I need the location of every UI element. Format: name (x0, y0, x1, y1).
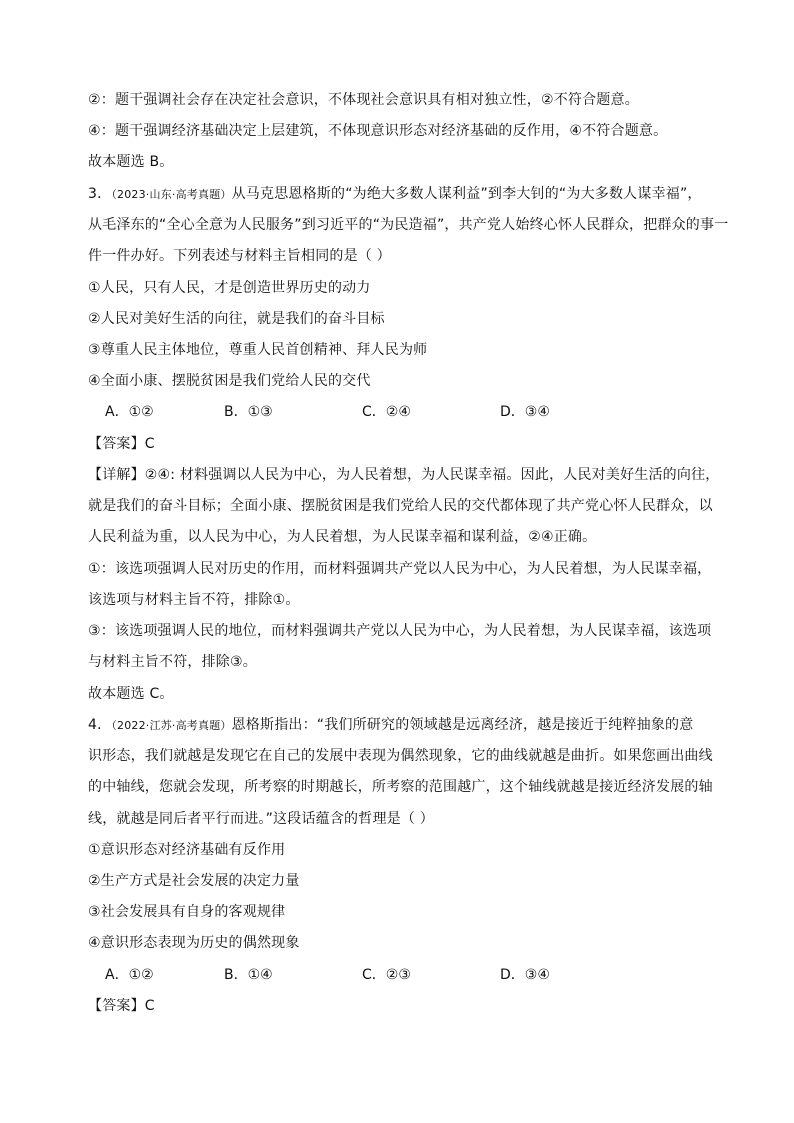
q3-stem-line-3: 件一件办好。下列表述与材料主旨相同的是（ ） (88, 248, 391, 264)
q3-detail-line-4: ①：该选项强调人民对历史的作用，而材料强调共产党以人民为中心，为人民着想，为人民谋幸福， (88, 561, 712, 577)
q4-option-d: D．③④ (500, 967, 550, 983)
q3-detail-line-1: 【详解】②④: 材料强调以人民为中心，为人民着想，为人民谋幸福。因此，人民对美好生活的向往， (88, 467, 720, 483)
q3-stem-text-1: 从马克思恩格斯的“为绝大多数人谋利益”到李大钊的“为大多数人谋幸福”， (231, 186, 702, 202)
q3-source: （2023·山东·高考真题） (111, 188, 232, 201)
q3-statement-2: ②人民对美好生活的向往，就是我们的奋斗目标 (88, 311, 385, 327)
q3-number: 3． (88, 186, 112, 202)
q4-stem-text-1: 恩格斯指出：“我们所研究的领域越是远离经济，越是接近于纯粹抽象的意 (231, 717, 694, 733)
q4-stem-line-4: 线，就越是同后者平行而进。”这段话蕴含的哲理是（ ） (88, 811, 434, 827)
q4-source: （2022·江苏·高考真题） (111, 719, 232, 732)
q4-option-b: B．①④ (224, 967, 273, 983)
q4-statement-3: ③社会发展具有自身的客观规律 (88, 904, 286, 920)
q3-detail-line-7: 与材料主旨不符，排除③。 (88, 654, 257, 670)
q3-answer: 【答案】C (88, 436, 155, 452)
q4-option-a: A．①② (105, 967, 154, 983)
q4-answer: 【答案】C (88, 998, 155, 1014)
q4-statement-2: ②生产方式是社会发展的决定力量 (88, 873, 300, 889)
q4-number: 4． (88, 717, 112, 733)
q3-stem-line-1 (88, 184, 718, 205)
q3-statement-4: ④全面小康、摆脱贫困是我们党给人民的交代 (88, 373, 371, 389)
q3-detail-line-2: 就是我们的奋斗目标；全面小康、摆脱贫困是我们党给人民的交代都体现了共产党心怀人民群众，以 (88, 498, 713, 514)
q4-stem-line-2: 识形态，我们就越是发现它在自己的发展中表现为偶然现象，它的曲线就越是曲折。如果您画出曲线 (88, 748, 713, 764)
q3-option-d: D．③④ (500, 404, 550, 420)
q4-stem-line-3: 的中轴线，您就会发现，所考察的时期越长，所考察的范围越广，这个轴线就越是接近经济发展的轴 (88, 779, 713, 795)
q3-detail-line-6: ③：该选项强调人民的地位，而材料强调共产党以人民为中心，为人民着想，为人民谋幸福，该选项 (88, 623, 712, 639)
q3-detail-line-3: 人民利益为重，以人民为中心，为人民着想，为人民谋幸福和谋利益，②④正确。 (88, 529, 597, 545)
conclusion-line: 故本题选 B。 (88, 154, 174, 170)
q3-statement-3: ③尊重人民主体地位，尊重人民首创精神、拜人民为师 (88, 342, 428, 358)
q3-statement-1: ①人民，只有人民，才是创造世界历史的动力 (88, 280, 371, 296)
analysis-line-4: ④：题干强调经济基础决定上层建筑，不体现意识形态对经济基础的反作用，④不符合题意。 (88, 123, 668, 139)
q3-options (105, 402, 705, 422)
q3-stem-line-2: 从毛泽东的“全心全意为人民服务”到习近平的“为民造福”，共产党人始终心怀人民群众，把群众的事一 (88, 217, 729, 233)
analysis-line-2: ②：题干强调社会存在决定社会意识，不体现社会意识具有相对独立性，②不符合题意。 (88, 92, 639, 108)
q3-conclusion: 故本题选 C。 (88, 686, 174, 702)
q3-option-c: C．②④ (362, 404, 411, 420)
q3-option-b: B．①③ (224, 404, 273, 420)
q4-statement-4: ④意识形态表现为历史的偶然现象 (88, 935, 300, 951)
q4-statement-1: ①意识形态对经济基础有反作用 (88, 842, 286, 858)
q3-detail-line-5: 该选项与材料主旨不符，排除①。 (88, 592, 300, 608)
q4-options (105, 965, 705, 985)
q3-option-a: A．①② (105, 404, 154, 420)
q4-stem-line-1 (88, 715, 718, 736)
q4-option-c: C．②③ (362, 967, 411, 983)
